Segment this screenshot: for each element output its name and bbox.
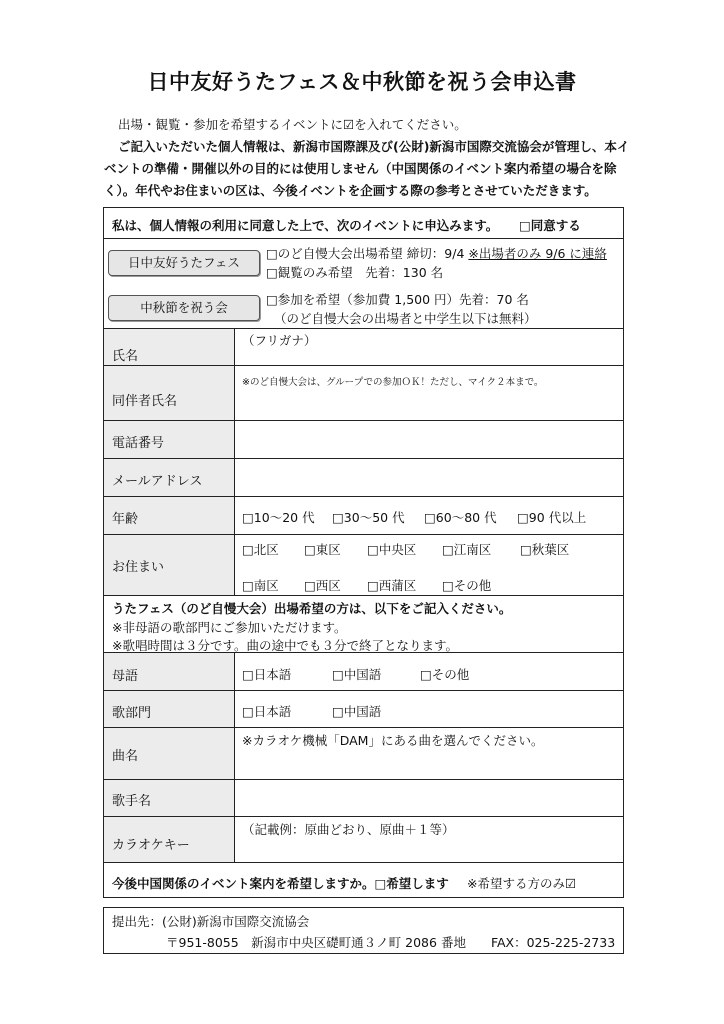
name-label: 氏名	[112, 349, 139, 364]
ward-higashi[interactable]: □東区	[304, 542, 341, 557]
phone-label: 電話番号	[112, 436, 165, 451]
age-option-30-50[interactable]: □30～50 代	[332, 510, 405, 525]
utafes-deadline-note: ※出場者のみ 9/6 に連絡	[468, 246, 607, 261]
utafes-heading: うたフェス（のど自慢大会）出場希望の方は、以下をご記入ください。	[112, 601, 512, 616]
age-label: 年齢	[112, 512, 139, 527]
name-input[interactable]	[235, 329, 623, 364]
submit-to: 提出先：(公財)新潟市国際交流協会	[112, 914, 310, 929]
intro-line-1: 出場・観覧・参加を希望するイベントに☑を入れてください。	[118, 117, 467, 132]
division-japanese[interactable]: □日本語	[242, 704, 292, 719]
companion-input[interactable]	[235, 366, 623, 419]
ward-chuo[interactable]: □中央区	[367, 542, 417, 557]
song-note: ※カラオケ機械「DAM」にある曲を選んでください。	[242, 733, 544, 748]
address-fax: 〒951-8055 新潟市中央区礎町通３ノ町 2086 番地 FAX：025-225-2733	[166, 935, 616, 950]
event-button-midautumn[interactable]: 中秋節を祝う会	[108, 295, 260, 321]
ward-minami[interactable]: □南区	[242, 578, 279, 593]
intro-line-2: ご記入いただいた個人情報は、新潟市国際課及び(公財)新潟市国際交流協会が管理し、本イベントの準備・開催以外の目的には使用しません（中国関係のイベント案内希望の場合を除く）。年代やお住まいの区は、今後イベントを企画する際の参考とさせていただきます。	[104, 139, 630, 198]
consent-checkbox[interactable]: □同意する	[519, 218, 581, 233]
ward-nishikan[interactable]: □西蒲区	[367, 578, 417, 593]
ward-other[interactable]: □その他	[442, 578, 492, 593]
companion-note: ※のど自慢大会は、グループでの参加ＯＫ！ただし、マイク２本まで。	[242, 377, 544, 388]
karaoke-key-label: カラオケキー	[112, 838, 190, 853]
age-option-90-plus[interactable]: □90 代以上	[517, 510, 587, 525]
song-label: 曲名	[112, 749, 139, 764]
utafes-option-perform[interactable]: □のど自慢大会出場希望 締切：9/4 ※出場者のみ 9/6 に連絡	[266, 246, 607, 261]
mother-tongue-chinese[interactable]: □中国語	[332, 667, 382, 682]
companion-label: 同伴者氏名	[112, 394, 178, 409]
age-option-10-20[interactable]: □10～20 代	[242, 510, 315, 525]
ward-kita[interactable]: □北区	[242, 542, 279, 557]
intro	[104, 114, 634, 202]
karaoke-key-input[interactable]	[235, 817, 623, 861]
midautumn-free-note: （のど自慢大会の出場者と中学生以下は無料）	[274, 311, 537, 326]
age-option-60-80[interactable]: □60～80 代	[424, 510, 497, 525]
page-title: 日中友好うたフェス＆中秋節を祝う会申込書	[147, 70, 577, 94]
utafes-option-watch[interactable]: □観覧のみ希望 先着：130 名	[266, 265, 444, 280]
karaoke-key-note: （記載例：原曲どおり、原曲＋１等）	[242, 822, 455, 837]
ward-nishi[interactable]: □西区	[304, 578, 341, 593]
song-input[interactable]	[235, 728, 623, 778]
singer-input[interactable]	[235, 780, 623, 815]
ward-konan[interactable]: □江南区	[442, 542, 492, 557]
mother-tongue-label: 母語	[112, 669, 139, 684]
residence-label: お住まい	[112, 560, 165, 575]
midautumn-option-join[interactable]: □参加を希望（参加費 1,500 円）先着：70 名	[266, 292, 529, 307]
submission-footer	[103, 907, 624, 954]
consent-text: 私は、個人情報の利用に同意した上で、次のイベントに申込みます。	[112, 218, 499, 233]
division-label: 歌部門	[112, 706, 152, 721]
singer-label: 歌手名	[112, 794, 152, 809]
phone-input[interactable]	[235, 421, 623, 457]
event-info-note: ※希望する方のみ☑	[467, 876, 577, 891]
application-form	[103, 207, 624, 898]
mother-tongue-japanese[interactable]: □日本語	[242, 667, 292, 682]
division-chinese[interactable]: □中国語	[332, 704, 382, 719]
mother-tongue-other[interactable]: □その他	[420, 667, 470, 682]
email-label: メールアドレス	[112, 474, 203, 489]
utafes-note-1: ※非母語の歌部門にご参加いただけます。	[112, 620, 347, 635]
ward-akiha[interactable]: □秋葉区	[520, 542, 570, 557]
utafes-note-2: ※歌唱時間は３分です。曲の途中でも３分で終了となります。	[112, 638, 458, 653]
email-input[interactable]	[235, 459, 623, 495]
event-button-utafes[interactable]: 日中友好うたフェス	[108, 250, 260, 276]
event-info-question[interactable]: 今後中国関係のイベント案内を希望しますか。□希望します	[112, 876, 449, 891]
furigana-note: （フリガナ）	[242, 333, 317, 348]
